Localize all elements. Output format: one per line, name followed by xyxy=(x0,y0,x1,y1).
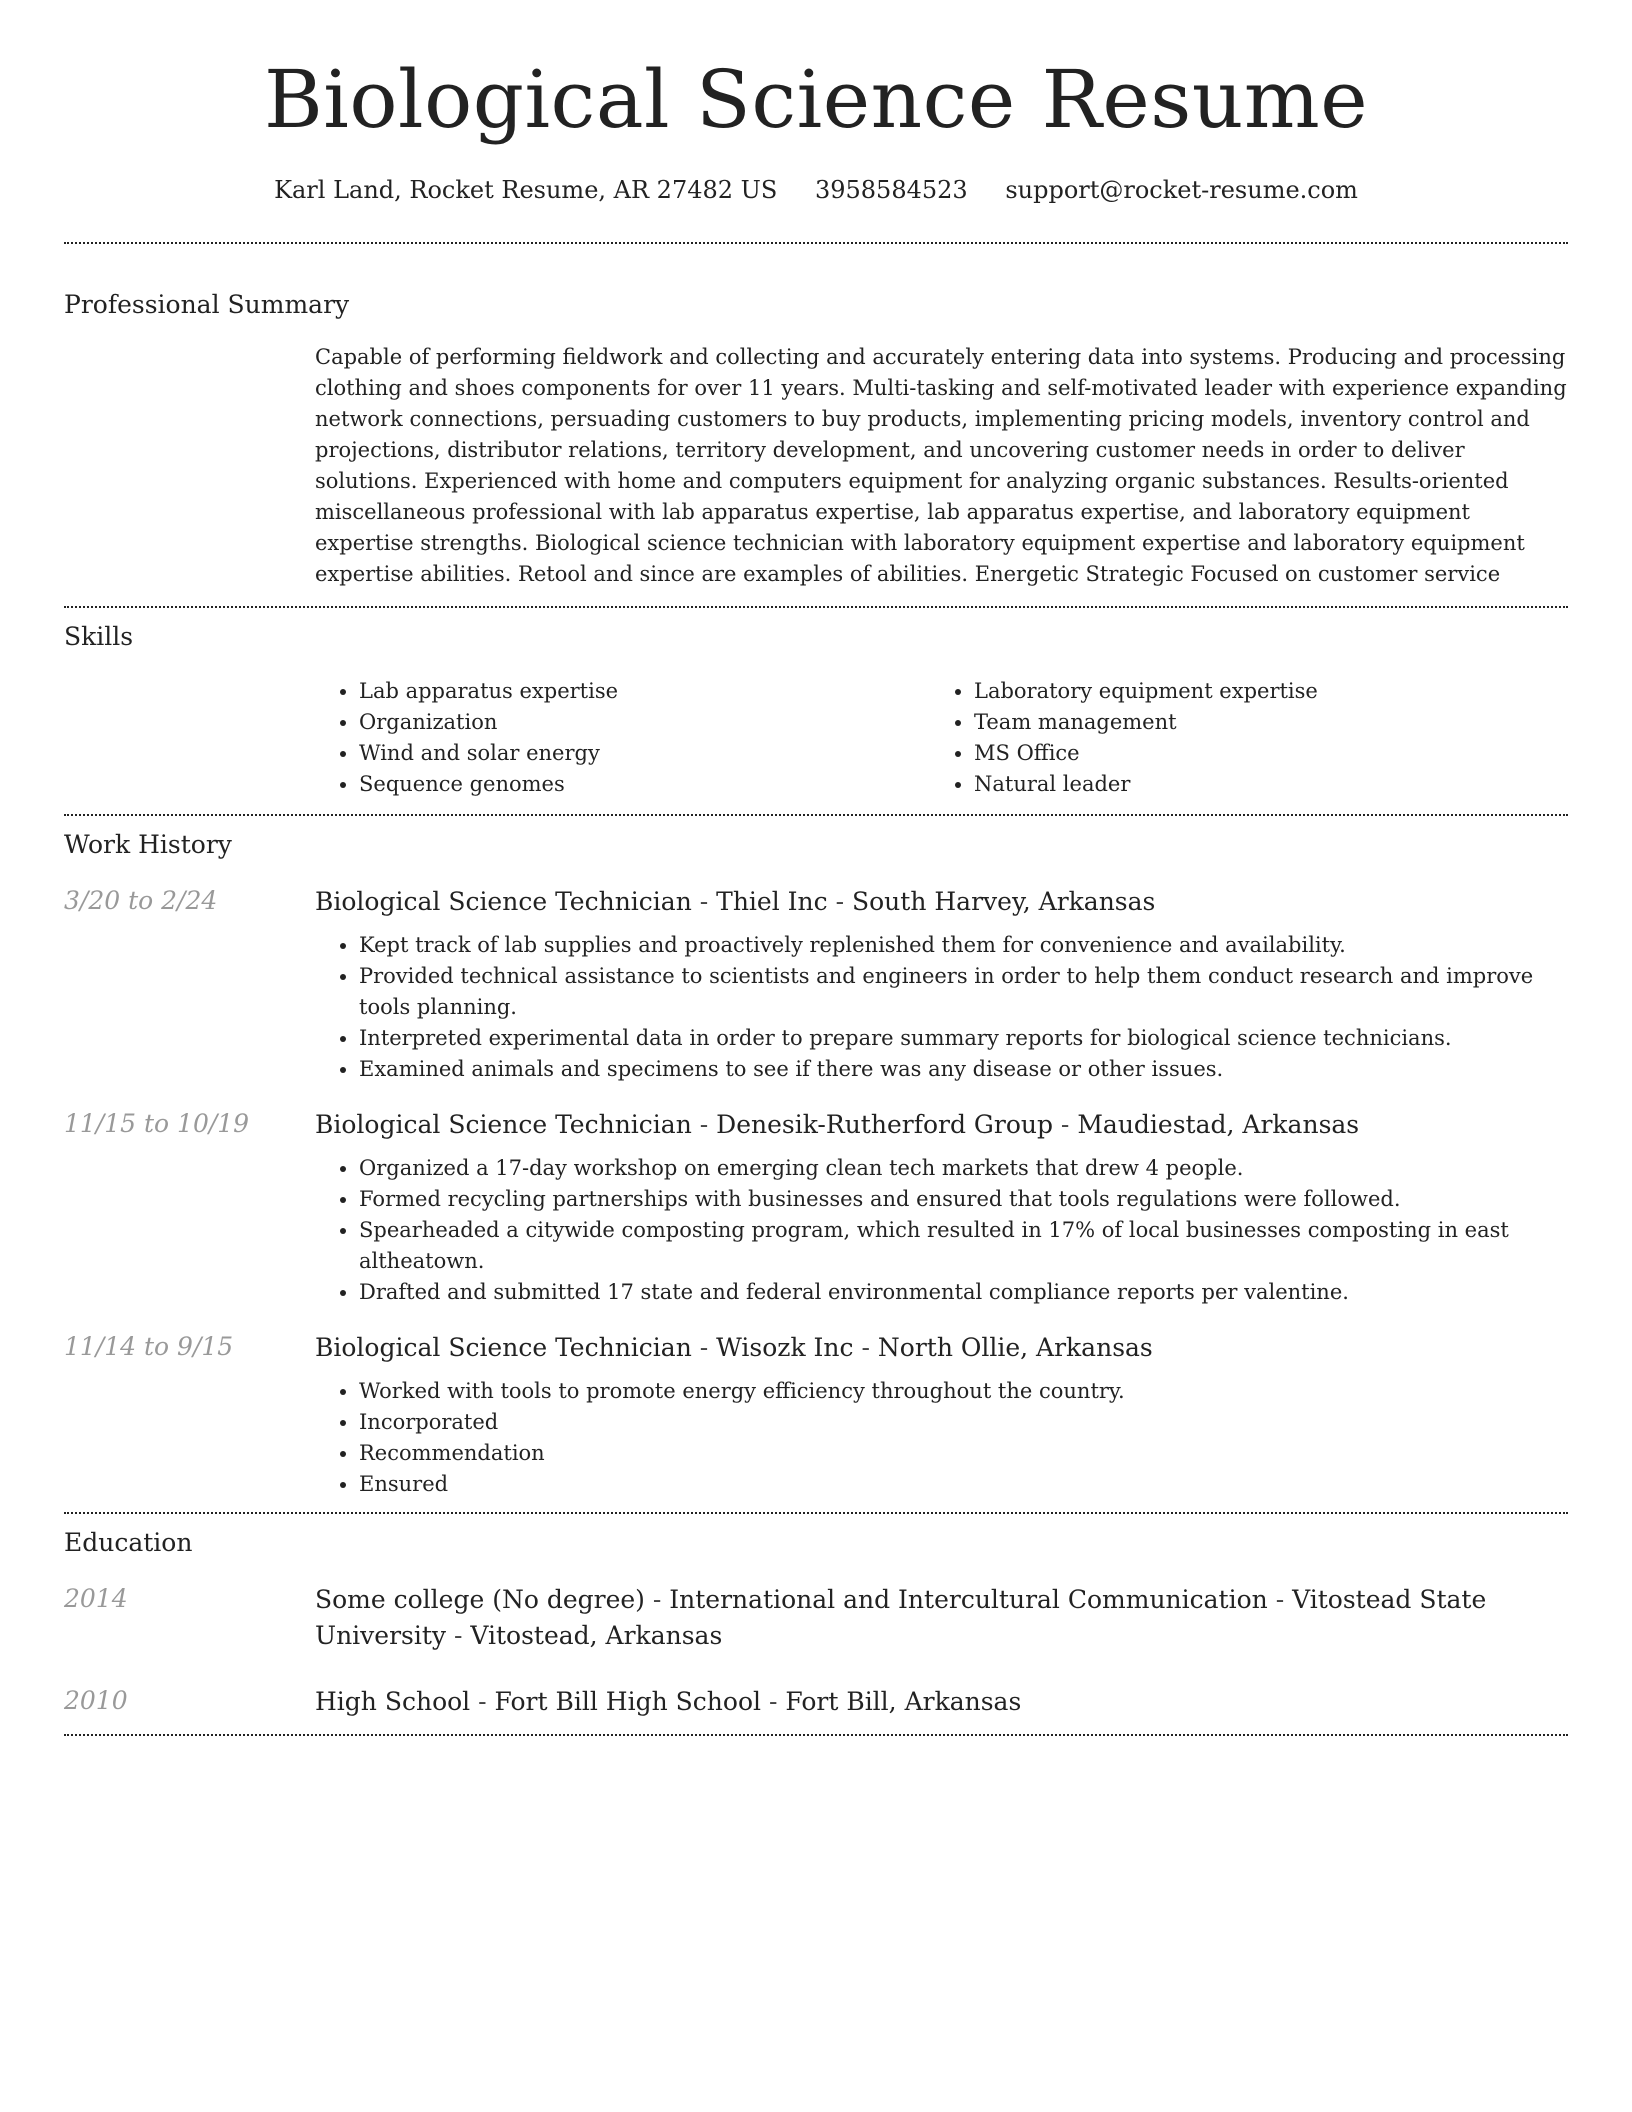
resume-page xyxy=(64,0,1568,1736)
separator: - xyxy=(853,1333,878,1362)
job-heading xyxy=(315,884,1568,920)
job-title: Biological Science Technician xyxy=(315,1110,692,1139)
job-company: Denesik-Rutherford Group xyxy=(716,1110,1053,1139)
skill-item: • Laboratory equipment expertise xyxy=(974,676,1545,707)
education-year: 2014 xyxy=(64,1584,128,1613)
separator: - xyxy=(1267,1585,1293,1614)
education-degree: Some college (No degree) xyxy=(315,1585,645,1614)
education-heading xyxy=(315,1684,1568,1720)
job-details xyxy=(315,884,1568,1085)
job-entry xyxy=(64,1107,1568,1308)
job-dates: 11/14 to 9/15 xyxy=(64,1332,234,1361)
section-title-work-history: Work History xyxy=(64,830,232,859)
job-bullet: • Organized a 17-day workshop on emerging clean tech markets that drew 4 people. xyxy=(359,1153,1568,1184)
job-bullet: • Spearheaded a citywide composting program, which resulted in 17% of local businesses composting in east altheatown. xyxy=(359,1215,1568,1277)
job-bullet: • Interpreted experimental data in order to prepare summary reports for biological science technicians. xyxy=(359,1023,1568,1054)
skill-item: • Sequence genomes xyxy=(359,769,930,800)
separator: - xyxy=(1052,1110,1078,1139)
separator: - xyxy=(644,1585,670,1614)
contact-line xyxy=(64,174,1568,206)
education-entry xyxy=(64,1582,1568,1654)
summary-text: Capable of performing fieldwork and collecting and accurately entering data into systems. Producing and processing clothing and shoes components for over 11 years. Multi-tasking and self-motivated leader with experience expanding network connections, persuading customers to buy products, implementing pricing models, inventory control and projections, distributor relations, territory development, and uncovering customer needs in order to deliver solutions. Experienced with home and computers equipment for analyzing organic substances. Results-oriented miscellaneous professional with lab apparatus expertise, lab apparatus expertise, and laboratory equipment expertise strengths. Biological science technician with laboratory equipment expertise and laboratory equipment expertise abilities. Retool and since are examples of abilities. Energetic Strategic Focused on customer service xyxy=(315,345,1567,586)
resume-title: Biological Science Resume xyxy=(263,53,1369,146)
job-company: Wisozk Inc xyxy=(716,1333,854,1362)
skill-item: • Lab apparatus expertise xyxy=(359,676,930,707)
job-bullet: • Kept track of lab supplies and proactively replenished them for convenience and availability. xyxy=(359,930,1568,961)
job-bullets xyxy=(315,1153,1568,1308)
job-company: Thiel Inc xyxy=(716,887,828,916)
education-degree: High School xyxy=(315,1687,471,1716)
job-bullets xyxy=(315,930,1568,1085)
job-bullet: • Examined animals and specimens to see if there was any disease or other issues. xyxy=(359,1054,1568,1085)
job-entry xyxy=(64,884,1568,1085)
divider xyxy=(64,606,1568,608)
skills-column-left xyxy=(315,676,930,800)
education-school: Vitostead State University xyxy=(315,1585,1487,1650)
divider xyxy=(64,1512,1568,1514)
job-title: Biological Science Technician xyxy=(315,1333,692,1362)
job-title: Biological Science Technician xyxy=(315,887,692,916)
job-bullet: • Formed recycling partnerships with businesses and ensured that tools regulations were followed. xyxy=(359,1184,1568,1215)
education-location: Vitostead, Arkansas xyxy=(470,1621,723,1650)
job-bullet: • Worked with tools to promote energy efficiency throughout the country. xyxy=(359,1376,1568,1407)
job-details xyxy=(315,1107,1568,1308)
job-entry xyxy=(64,1330,1568,1500)
job-location: Maudiestad, Arkansas xyxy=(1077,1110,1360,1139)
separator: - xyxy=(691,1333,717,1362)
job-dates: 11/15 to 10/19 xyxy=(64,1109,250,1138)
divider xyxy=(64,814,1568,816)
education-location: Fort Bill, Arkansas xyxy=(785,1687,1022,1716)
job-bullet: • Ensured xyxy=(359,1469,1568,1500)
section-title-skills: Skills xyxy=(64,622,134,651)
education-year: 2010 xyxy=(64,1686,128,1715)
job-bullets xyxy=(315,1376,1568,1500)
section-title-summary: Professional Summary xyxy=(64,290,350,319)
education-details xyxy=(315,1684,1568,1720)
section-title-education: Education xyxy=(64,1528,193,1557)
job-bullet: • Incorporated xyxy=(359,1407,1568,1438)
skill-item: • Natural leader xyxy=(974,769,1545,800)
contact-phone: 3958584523 xyxy=(814,176,968,204)
job-bullet: • Drafted and submitted 17 state and federal environmental compliance reports per valentine. xyxy=(359,1277,1568,1308)
job-dates: 3/20 to 2/24 xyxy=(64,886,218,915)
job-bullet: • Recommendation xyxy=(359,1438,1568,1469)
job-location: South Harvey, Arkansas xyxy=(852,887,1156,916)
skill-item: • Organization xyxy=(359,707,930,738)
separator: - xyxy=(470,1687,495,1716)
skill-item: • Team management xyxy=(974,707,1545,738)
contact-email: support@rocket-resume.com xyxy=(1005,176,1358,204)
job-heading xyxy=(315,1107,1568,1143)
job-bullet: • Provided technical assistance to scientists and engineers in order to help them conduct research and improve tools planning. xyxy=(359,961,1568,1023)
separator: - xyxy=(691,1110,717,1139)
separator: - xyxy=(691,887,717,916)
skills-column-right xyxy=(930,676,1545,800)
contact-address: Karl Land, Rocket Resume, AR 27482 US xyxy=(274,176,778,204)
education-details xyxy=(315,1582,1568,1654)
job-heading xyxy=(315,1330,1568,1366)
education-heading xyxy=(315,1582,1568,1654)
job-location: North Ollie, Arkansas xyxy=(877,1333,1153,1362)
separator: - xyxy=(827,887,852,916)
education-field: International and Intercultural Communication xyxy=(669,1585,1268,1614)
divider xyxy=(64,1734,1568,1736)
job-details xyxy=(315,1330,1568,1500)
skill-item: • Wind and solar energy xyxy=(359,738,930,769)
divider xyxy=(64,242,1568,244)
skills-list xyxy=(315,676,1568,814)
skill-item: • MS Office xyxy=(974,738,1545,769)
separator: - xyxy=(761,1687,786,1716)
education-entry xyxy=(64,1684,1568,1720)
education-school: Fort Bill High School xyxy=(494,1687,761,1716)
separator: - xyxy=(446,1621,471,1650)
